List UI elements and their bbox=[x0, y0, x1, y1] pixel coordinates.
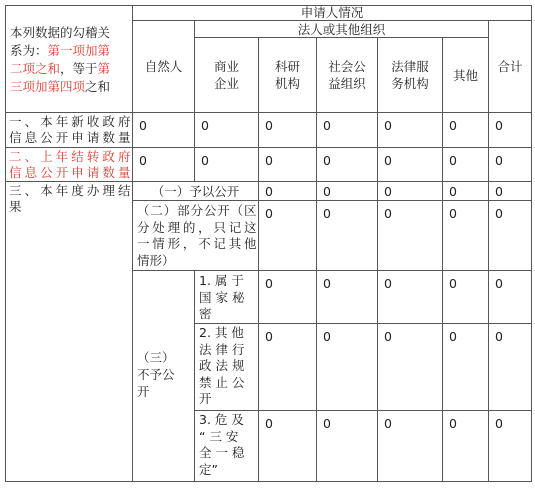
header-line: 商业 bbox=[213, 59, 239, 74]
row-label-line: 密 bbox=[199, 306, 212, 321]
other-header: 其他 bbox=[452, 67, 478, 83]
value-cell: 0 bbox=[449, 276, 457, 291]
header-line: 社会公 bbox=[328, 59, 366, 74]
value-cell: 0 bbox=[265, 206, 273, 221]
total-header: 合计 bbox=[497, 59, 523, 74]
legal-entity-header: 法人或其他组织 bbox=[297, 21, 386, 37]
social-welfare-header bbox=[317, 38, 377, 112]
grid-line bbox=[194, 270, 195, 482]
value-cell: 0 bbox=[265, 276, 273, 291]
value-cell: 0 bbox=[201, 118, 209, 133]
row-label-line: 一情形，不记其他 bbox=[137, 236, 257, 251]
row-new-applications-label bbox=[9, 114, 131, 147]
state-secret-label bbox=[199, 273, 257, 323]
grid-line bbox=[531, 5, 532, 482]
value-cell: 0 bbox=[449, 416, 457, 431]
value-cell: 0 bbox=[495, 206, 503, 221]
row-label-line: 法 律 行 bbox=[199, 341, 245, 357]
value-cell: 0 bbox=[495, 118, 503, 133]
row-label-line: “ 三 安 bbox=[199, 428, 239, 444]
value-cell: 0 bbox=[384, 153, 392, 168]
value-cell: 0 bbox=[139, 118, 147, 133]
row-label-line: 二、上年结转政府 bbox=[9, 149, 131, 164]
value-cell: 0 bbox=[449, 206, 457, 221]
corner-note-highlight: 第一项加第 bbox=[47, 43, 111, 58]
value-cell: 0 bbox=[384, 416, 392, 431]
value-cell: 0 bbox=[323, 329, 331, 344]
corner-note-highlight: 第 bbox=[97, 61, 111, 76]
research-institution-header bbox=[259, 38, 316, 112]
value-cell: 0 bbox=[323, 206, 331, 221]
value-cell: 0 bbox=[265, 329, 273, 344]
value-cell: 0 bbox=[495, 329, 503, 344]
header-line: 科研 bbox=[274, 59, 300, 74]
disclosed-label: （一）予以公开 bbox=[151, 183, 240, 199]
corner-note-line: 系为： bbox=[10, 43, 48, 58]
corner-note-line: ，等于 bbox=[60, 61, 98, 76]
prohibited-by-law-label bbox=[199, 325, 257, 410]
natural-person-header: 自然人 bbox=[144, 59, 183, 74]
row-label-line: 分处理的，只记这 bbox=[137, 219, 257, 235]
row-label-line: 国 家 秘 bbox=[199, 289, 245, 305]
value-cell: 0 bbox=[384, 118, 392, 133]
corner-note-highlight: 三项加第四项 bbox=[10, 79, 86, 94]
value-cell: 0 bbox=[384, 184, 392, 199]
value-cell: 0 bbox=[384, 206, 392, 221]
value-cell: 0 bbox=[201, 153, 209, 168]
value-cell: 0 bbox=[323, 416, 331, 431]
value-cell: 0 bbox=[495, 416, 503, 431]
row-label-line: 政 法 规 bbox=[199, 358, 245, 373]
value-cell: 0 bbox=[265, 184, 273, 199]
row-carried-over-label bbox=[9, 149, 131, 181]
value-cell: 0 bbox=[323, 153, 331, 168]
row-label-line: （三） bbox=[137, 350, 175, 365]
header-line: 益组织 bbox=[328, 76, 366, 91]
row-label-line: 一、本年新收政府 bbox=[9, 114, 131, 129]
value-cell: 0 bbox=[384, 276, 392, 291]
row-label-line: 开 bbox=[137, 384, 150, 399]
row-label-line: 禁 止 公 bbox=[199, 374, 245, 390]
row-label-line: 2. 其 他 bbox=[199, 325, 244, 340]
header-line: 机构 bbox=[274, 76, 300, 91]
value-cell: 0 bbox=[449, 184, 457, 199]
row-label-line: 果 bbox=[9, 199, 22, 214]
value-cell: 0 bbox=[265, 118, 273, 133]
value-cell: 0 bbox=[323, 118, 331, 133]
value-cell: 0 bbox=[323, 184, 331, 199]
row-label-line: 全 一 稳 bbox=[199, 445, 245, 460]
value-cell: 0 bbox=[495, 184, 503, 199]
row-label-line: 信息公开申请数量 bbox=[9, 165, 131, 180]
value-cell: 0 bbox=[495, 153, 503, 168]
corner-note-highlight: 二项之和 bbox=[10, 61, 61, 76]
corner-note bbox=[10, 24, 131, 112]
value-cell: 0 bbox=[384, 329, 392, 344]
row-label-line: 1. 属 于 bbox=[199, 273, 244, 288]
legal-service-header bbox=[378, 38, 442, 112]
grid-line bbox=[5, 5, 6, 482]
row-label-line: 信息公开申请数量 bbox=[9, 130, 131, 145]
partially-disclosed-label bbox=[137, 203, 257, 269]
header-line: 企业 bbox=[213, 76, 239, 91]
row-label-line: 开 bbox=[199, 391, 212, 406]
applicant-status-header: 申请人情况 bbox=[300, 5, 364, 20]
corner-note-line: 之和 bbox=[85, 79, 111, 94]
value-cell: 0 bbox=[495, 276, 503, 291]
value-cell: 0 bbox=[449, 153, 457, 168]
header-line: 务机构 bbox=[391, 76, 429, 91]
row-label-line: 情形） bbox=[137, 252, 175, 268]
corner-note-line: 本列数据的勾稽关 bbox=[10, 25, 111, 40]
commercial-enterprise-header bbox=[195, 38, 258, 112]
value-cell: 0 bbox=[449, 329, 457, 344]
row-processing-results-label bbox=[9, 183, 131, 223]
row-label-line: 定” bbox=[199, 461, 218, 477]
value-cell: 0 bbox=[265, 416, 273, 431]
row-label-line: 三、本年度办理结 bbox=[9, 183, 131, 198]
row-label-line: 不予公 bbox=[137, 367, 175, 382]
row-label-line: （二）部分公开（区 bbox=[137, 203, 257, 218]
value-cell: 0 bbox=[323, 276, 331, 291]
header-line: 法律服 bbox=[391, 59, 429, 74]
row-label-line: 3. 危 及 bbox=[199, 412, 244, 427]
three-safety-one-stability-label bbox=[199, 412, 257, 481]
value-cell: 0 bbox=[139, 153, 147, 168]
grid-line bbox=[5, 481, 531, 482]
value-cell: 0 bbox=[449, 118, 457, 133]
value-cell: 0 bbox=[265, 153, 273, 168]
not-disclosed-label bbox=[137, 349, 193, 409]
